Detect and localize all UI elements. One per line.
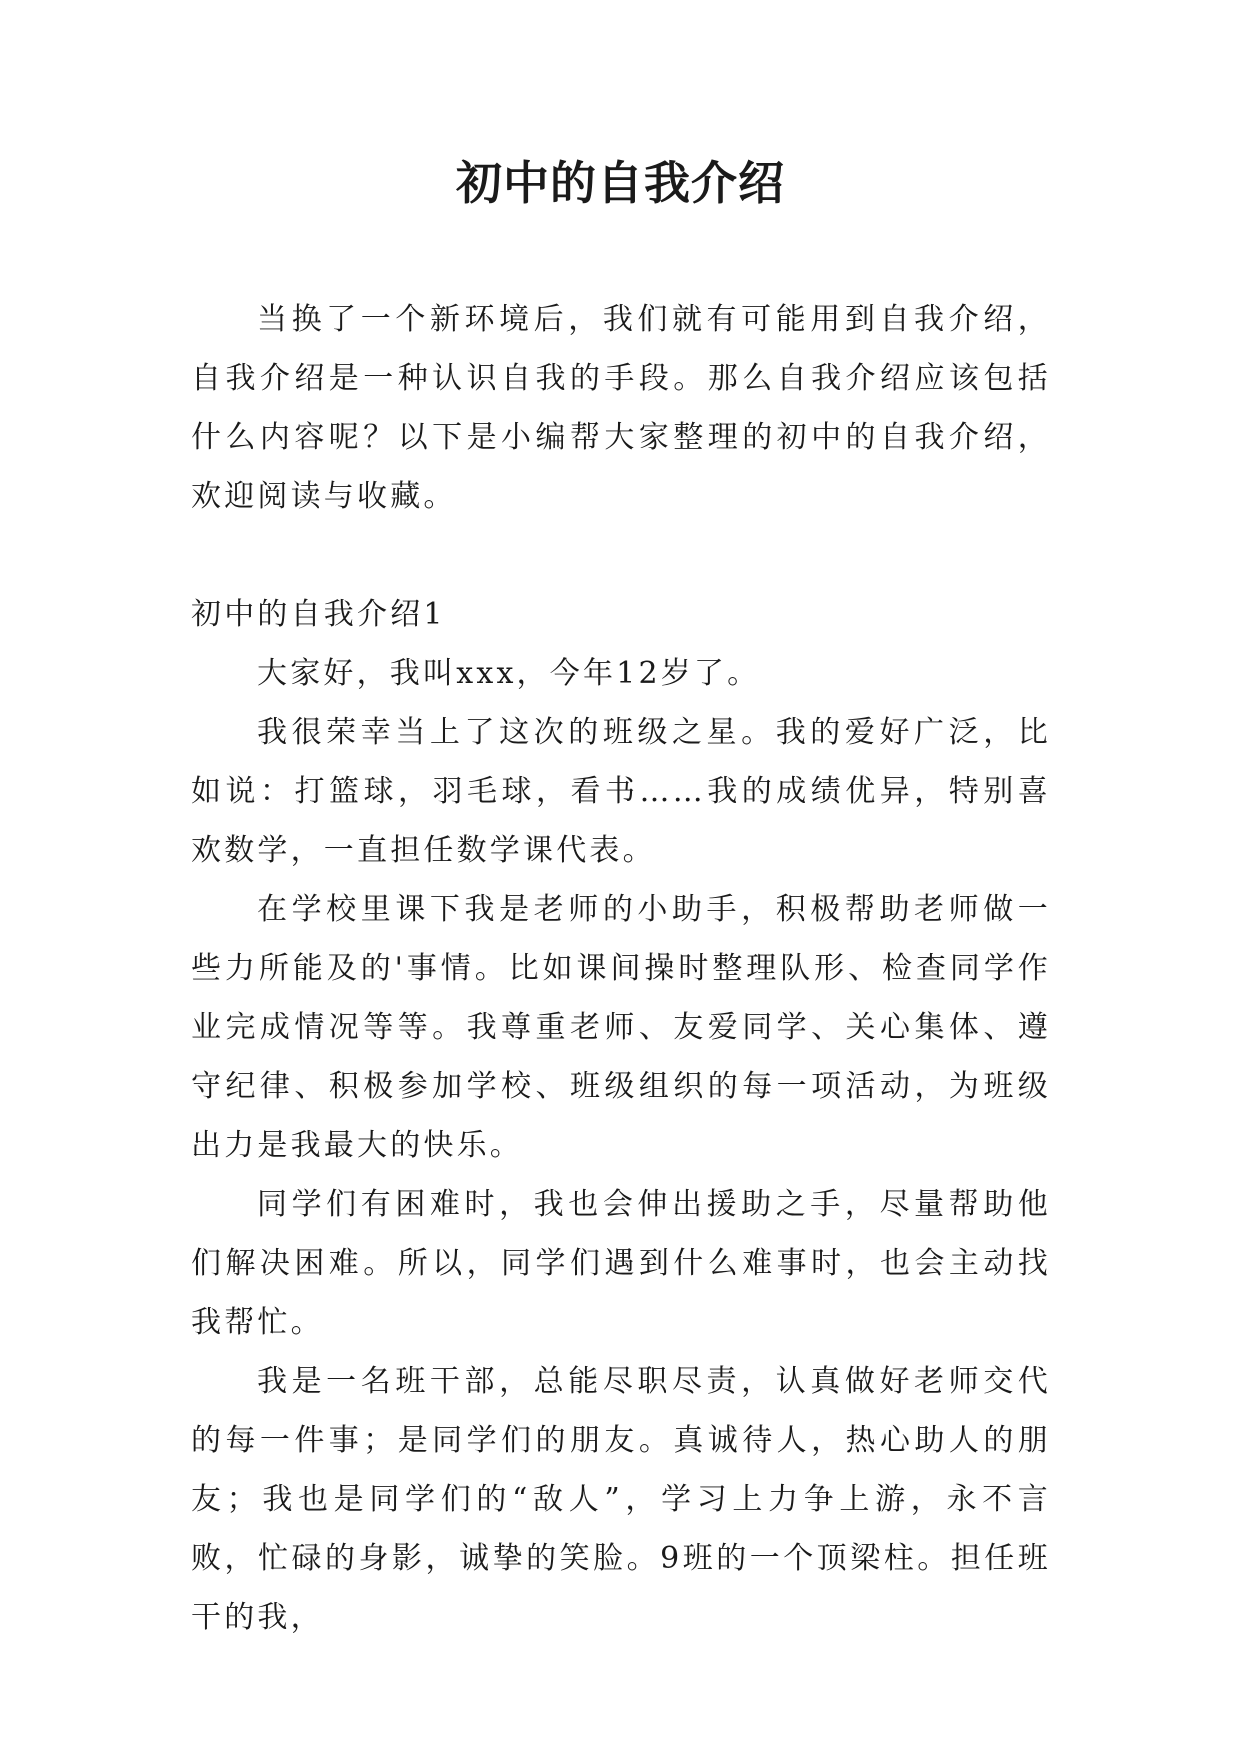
document-body [191,290,1051,1647]
paragraph-spacer [191,526,1051,585]
section-heading: 初中的自我介绍1 [191,597,446,632]
body-paragraph-3: 在学校里课下我是老师的小助手，积极帮助老师做一些力所能及的'事情。比如课间操时整理队形、检查同学作业完成情况等等。我尊重老师、友爱同学、关心集体、遵守纪律、积极参加学校、班级组织的每一项活动，为班级出力是我最大的快乐。 [191,892,1051,1163]
body-paragraph-5: 我是一名班干部，总能尽职尽责，认真做好老师交代的每一件事；是同学们的朋友。真诚待人，热心助人的朋友；我也是同学们的“敌人”，学习上力争上游，永不言败，忙碌的身影，诚挚的笑脸。9班的一个顶梁柱。担任班干的我， [191,1364,1051,1635]
intro-paragraph: 当换了一个新环境后，我们就有可能用到自我介绍，自我介绍是一种认识自我的手段。那么自我介绍应该包括什么内容呢？以下是小编帮大家整理的初中的自我介绍，欢迎阅读与收藏。 [191,302,1051,514]
body-paragraph-4: 同学们有困难时，我也会伸出援助之手，尽量帮助他们解决困难。所以，同学们遇到什么难事时，也会主动找我帮忙。 [191,1187,1051,1340]
body-paragraph-1: 大家好，我叫xxx，今年12岁了。 [257,656,761,691]
body-paragraph-2: 我很荣幸当上了这次的班级之星。我的爱好广泛，比如说：打篮球，羽毛球，看书……我的成绩优异，特别喜欢数学，一直担任数学课代表。 [191,715,1051,868]
document-title: 初中的自我介绍 [456,156,785,210]
